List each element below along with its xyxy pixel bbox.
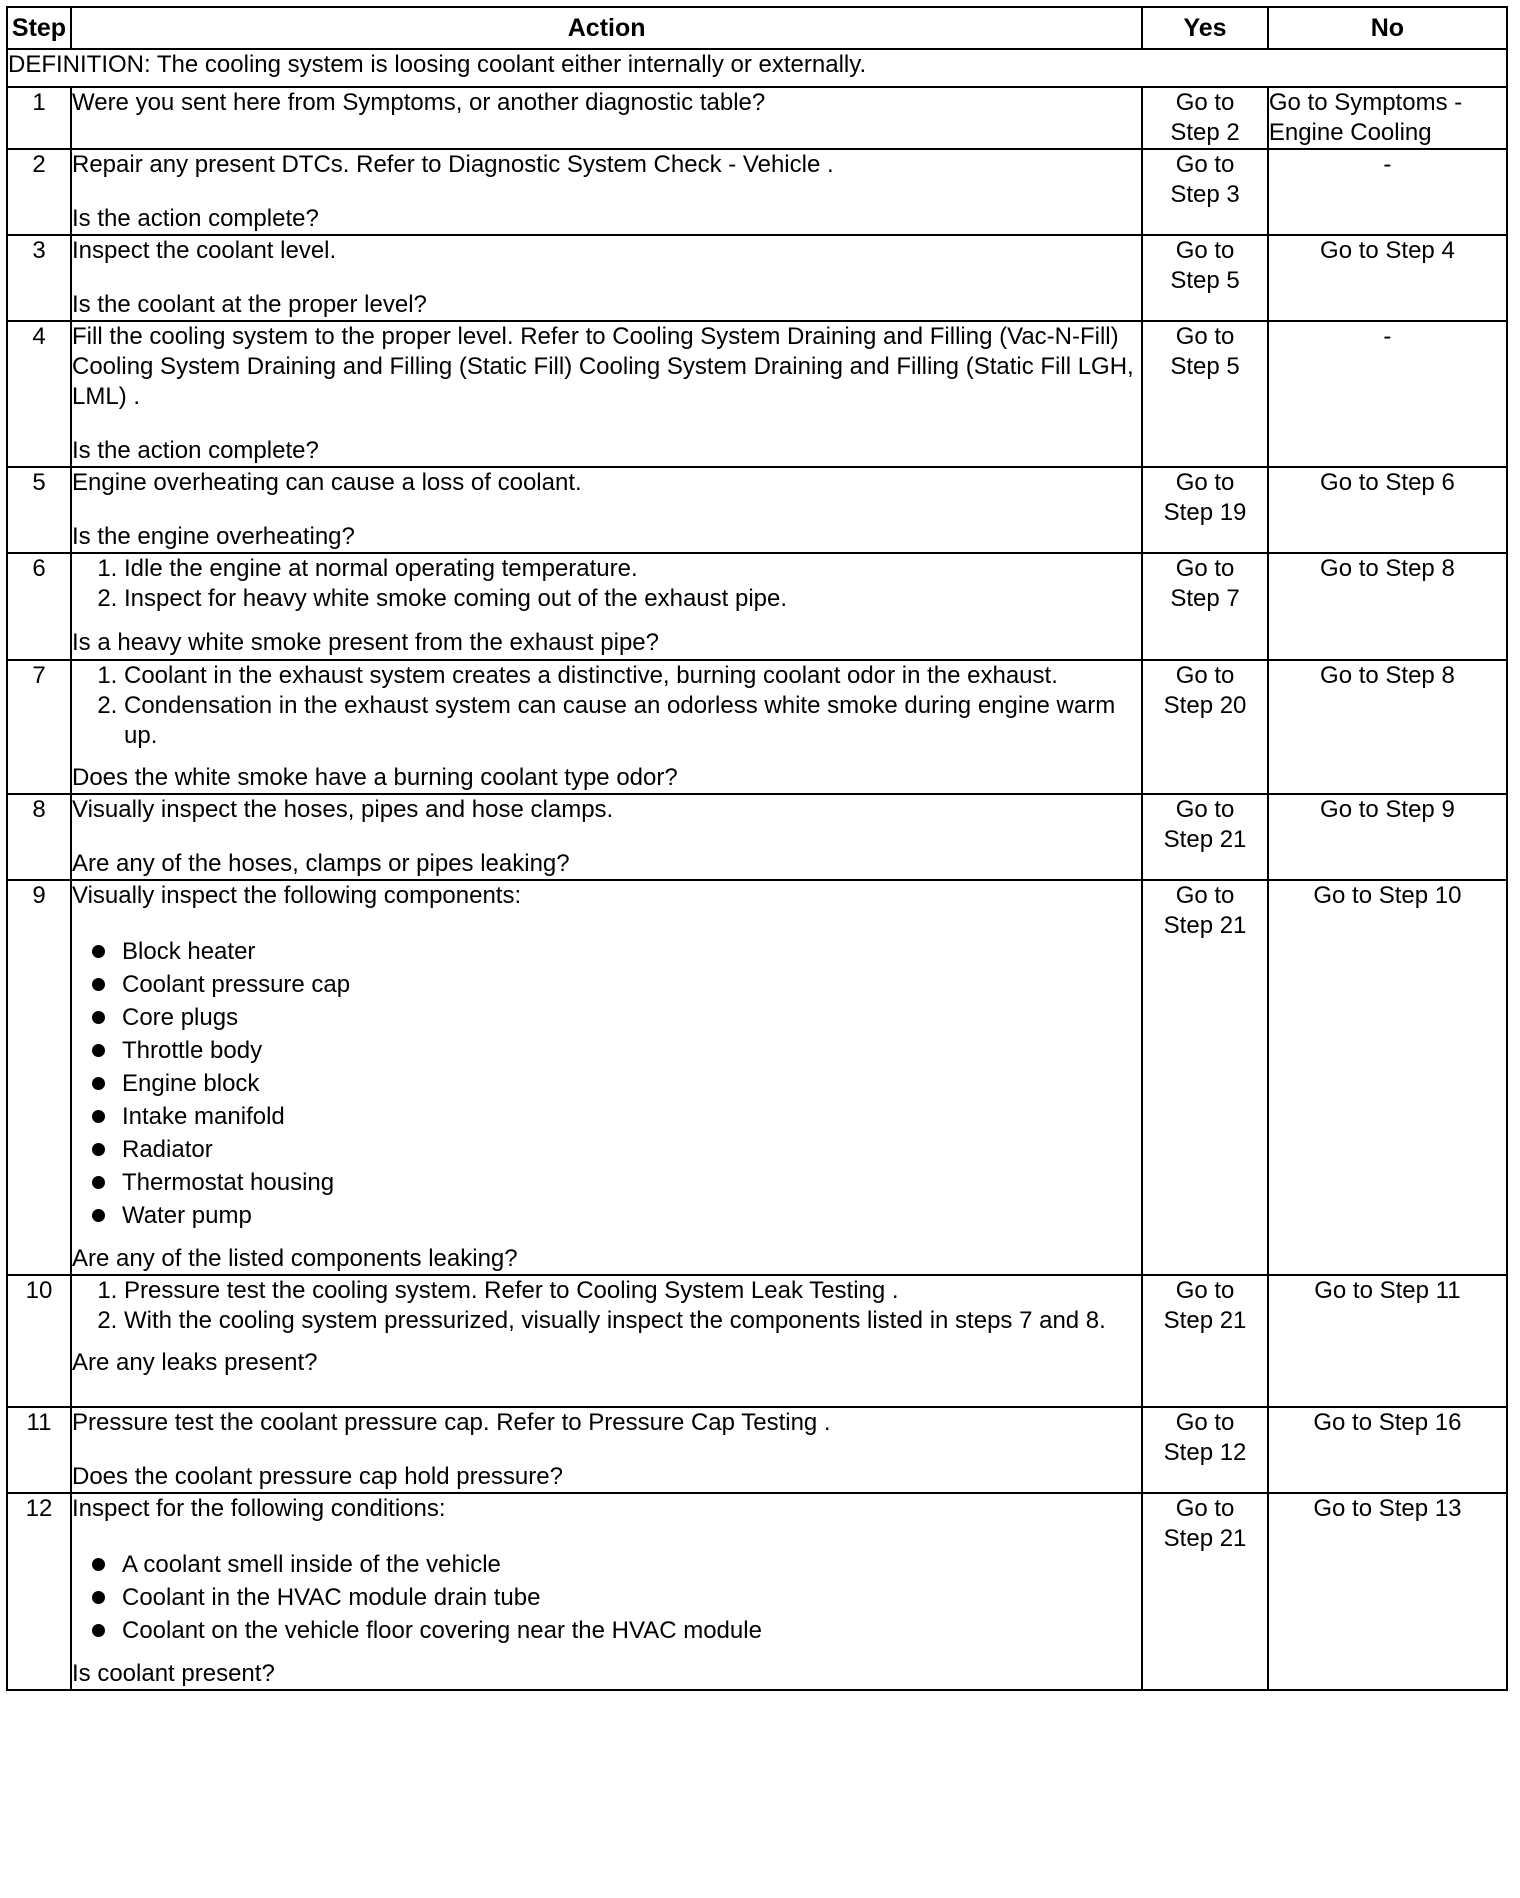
yes-result-line: Step 3 bbox=[1170, 181, 1240, 208]
no-result-line: Engine Cooling bbox=[1268, 119, 1432, 146]
action-question: Is the action complete? bbox=[72, 205, 319, 232]
table-body bbox=[7, 49, 1507, 1690]
step-number: 12 bbox=[7, 1493, 71, 1690]
yes-result bbox=[1142, 794, 1268, 880]
yes-result bbox=[1142, 149, 1268, 235]
bullet-list-item bbox=[72, 1548, 1141, 1581]
yes-result-line: Go to bbox=[1175, 1495, 1235, 1522]
yes-result bbox=[1142, 87, 1268, 149]
action-column-header: Action bbox=[71, 7, 1142, 49]
bullet-list-item bbox=[72, 935, 1141, 968]
action-question: Does the coolant pressure cap hold pressure? bbox=[72, 1463, 563, 1490]
action-cell bbox=[71, 87, 1142, 149]
yes-result-line: Step 5 bbox=[1170, 353, 1240, 380]
bullet-list bbox=[72, 1548, 1141, 1647]
bullet-icon bbox=[92, 978, 105, 991]
bullet-icon bbox=[92, 1044, 105, 1057]
yes-result-line: Step 21 bbox=[1163, 912, 1247, 939]
definition-row bbox=[7, 49, 1507, 87]
numbered-list bbox=[72, 554, 1141, 614]
table-row bbox=[7, 794, 1507, 880]
bullet-text: Engine block bbox=[122, 1070, 260, 1097]
no-column-header: No bbox=[1268, 7, 1507, 49]
numbered-list-item: 2. Condensation in the exhaust system can cause an odorless white smoke during engine warm up. bbox=[124, 691, 1141, 751]
bullet-list-item bbox=[72, 968, 1141, 1001]
yes-column-header: Yes bbox=[1142, 7, 1268, 49]
action-question: Are any leaks present? bbox=[72, 1349, 318, 1376]
action-cell bbox=[71, 794, 1142, 880]
action-question: Is a heavy white smoke present from the exhaust pipe? bbox=[72, 629, 659, 656]
table-row bbox=[7, 235, 1507, 321]
yes-result-line: Step 12 bbox=[1163, 1439, 1247, 1466]
action-text: Pressure test the coolant pressure cap. Refer to Pressure Cap Testing . bbox=[72, 1409, 831, 1436]
bullet-icon bbox=[92, 1591, 105, 1604]
bullet-list-item bbox=[72, 1100, 1141, 1133]
bullet-icon bbox=[92, 1209, 105, 1222]
bullet-list-item bbox=[72, 1133, 1141, 1166]
action-question: Is the coolant at the proper level? bbox=[72, 291, 427, 318]
yes-result-line: Go to bbox=[1175, 469, 1235, 496]
action-text: Visually inspect the following components: bbox=[72, 882, 522, 909]
yes-result-line: Go to bbox=[1175, 237, 1235, 264]
bullet-icon bbox=[92, 1176, 105, 1189]
bullet-text: Core plugs bbox=[122, 1004, 239, 1031]
yes-result bbox=[1142, 467, 1268, 553]
numbered-list-item: 2. With the cooling system pressurized, visually inspect the components listed in steps 7 and 8. bbox=[124, 1306, 1141, 1336]
bullet-text: A coolant smell inside of the vehicle bbox=[122, 1551, 501, 1578]
action-text: Engine overheating can cause a loss of coolant. bbox=[72, 469, 582, 496]
bullet-icon bbox=[92, 1624, 105, 1637]
action-text: Repair any present DTCs. Refer to Diagnostic System Check - Vehicle . bbox=[72, 151, 834, 178]
step-number: 2 bbox=[7, 149, 71, 235]
table-row bbox=[7, 321, 1507, 467]
yes-result-line: Step 21 bbox=[1163, 826, 1247, 853]
table-row bbox=[7, 880, 1507, 1275]
step-number: 3 bbox=[7, 235, 71, 321]
table-row bbox=[7, 553, 1507, 660]
no-result: Go to Step 11 bbox=[1268, 1275, 1507, 1407]
table-row bbox=[7, 87, 1507, 149]
yes-result-line: Go to bbox=[1175, 662, 1235, 689]
step-column-header: Step bbox=[7, 7, 71, 49]
yes-result bbox=[1142, 235, 1268, 321]
yes-result-line: Step 19 bbox=[1163, 499, 1247, 526]
action-cell bbox=[71, 467, 1142, 553]
yes-result-line: Step 5 bbox=[1170, 267, 1240, 294]
bullet-text: Radiator bbox=[122, 1136, 213, 1163]
no-result: Go to Step 10 bbox=[1268, 880, 1507, 1275]
no-result: Go to Step 8 bbox=[1268, 660, 1507, 794]
yes-result-line: Step 21 bbox=[1163, 1307, 1247, 1334]
yes-result-line: Go to bbox=[1175, 796, 1235, 823]
no-result-line: Go to Symptoms - bbox=[1268, 89, 1463, 116]
yes-result-line: Step 2 bbox=[1170, 119, 1240, 146]
no-result: Go to Step 4 bbox=[1268, 235, 1507, 321]
action-question: Is coolant present? bbox=[72, 1660, 275, 1687]
step-number: 9 bbox=[7, 880, 71, 1275]
table-row bbox=[7, 467, 1507, 553]
bullet-icon bbox=[92, 1011, 105, 1024]
bullet-text: Intake manifold bbox=[122, 1103, 285, 1130]
yes-result-line: Step 7 bbox=[1170, 585, 1240, 612]
numbered-list-item: 2. Inspect for heavy white smoke coming out of the exhaust pipe. bbox=[124, 584, 1141, 614]
action-cell bbox=[71, 149, 1142, 235]
yes-result-line: Step 21 bbox=[1163, 1525, 1247, 1552]
yes-result bbox=[1142, 1407, 1268, 1493]
step-number: 6 bbox=[7, 553, 71, 660]
numbered-list-item: 1. Coolant in the exhaust system creates a distinctive, burning coolant odor in the exhaust. bbox=[124, 661, 1141, 691]
yes-result-line: Go to bbox=[1175, 151, 1235, 178]
bullet-text: Throttle body bbox=[122, 1037, 263, 1064]
yes-result-line: Go to bbox=[1175, 89, 1235, 116]
bullet-text: Block heater bbox=[122, 938, 256, 965]
action-text: Inspect the coolant level. bbox=[72, 237, 337, 264]
yes-result bbox=[1142, 553, 1268, 660]
bullet-text: Water pump bbox=[122, 1202, 252, 1229]
bullet-text: Thermostat housing bbox=[122, 1169, 335, 1196]
numbered-list-item: 1. Idle the engine at normal operating temperature. bbox=[124, 554, 1141, 584]
yes-result-line: Go to bbox=[1175, 882, 1235, 909]
step-number: 1 bbox=[7, 87, 71, 149]
action-cell bbox=[71, 235, 1142, 321]
yes-result bbox=[1142, 321, 1268, 467]
action-question: Were you sent here from Symptoms, or another diagnostic table? bbox=[72, 89, 766, 116]
action-question: Does the white smoke have a burning coolant type odor? bbox=[72, 764, 678, 791]
numbered-list bbox=[72, 661, 1141, 751]
header-row bbox=[7, 7, 1507, 49]
no-result: Go to Step 9 bbox=[1268, 794, 1507, 880]
step-number: 10 bbox=[7, 1275, 71, 1407]
yes-result-line: Go to bbox=[1175, 555, 1235, 582]
bullet-text: Coolant pressure cap bbox=[122, 971, 351, 998]
bullet-text: Coolant on the vehicle floor covering near the HVAC module bbox=[122, 1617, 762, 1644]
diagnostic-table bbox=[6, 6, 1508, 1691]
no-result: - bbox=[1268, 149, 1507, 235]
table-row bbox=[7, 149, 1507, 235]
bullet-icon bbox=[92, 945, 105, 958]
bullet-list bbox=[72, 935, 1141, 1232]
definition-text: DEFINITION: The cooling system is loosing coolant either internally or externally. bbox=[7, 49, 1507, 87]
bullet-list-item bbox=[72, 1001, 1141, 1034]
step-number: 8 bbox=[7, 794, 71, 880]
yes-result-line: Go to bbox=[1175, 1409, 1235, 1436]
bullet-list-item bbox=[72, 1067, 1141, 1100]
step-number: 4 bbox=[7, 321, 71, 467]
action-cell bbox=[71, 660, 1142, 794]
yes-result bbox=[1142, 880, 1268, 1275]
table-row bbox=[7, 1407, 1507, 1493]
action-question: Is the engine overheating? bbox=[72, 523, 355, 550]
yes-result bbox=[1142, 660, 1268, 794]
yes-result bbox=[1142, 1275, 1268, 1407]
bullet-list-item bbox=[72, 1034, 1141, 1067]
no-result bbox=[1268, 87, 1507, 149]
yes-result-line: Go to bbox=[1175, 1277, 1235, 1304]
action-cell bbox=[71, 553, 1142, 660]
table-row bbox=[7, 660, 1507, 794]
bullet-list-item bbox=[72, 1581, 1141, 1614]
step-number: 5 bbox=[7, 467, 71, 553]
no-result: Go to Step 13 bbox=[1268, 1493, 1507, 1690]
action-text: Visually inspect the hoses, pipes and hose clamps. bbox=[72, 796, 614, 823]
yes-result bbox=[1142, 1493, 1268, 1690]
bullet-list-item bbox=[72, 1614, 1141, 1647]
no-result: Go to Step 6 bbox=[1268, 467, 1507, 553]
bullet-icon bbox=[92, 1077, 105, 1090]
action-question: Are any of the listed components leaking? bbox=[72, 1245, 518, 1272]
action-text: Fill the cooling system to the proper level. Refer to Cooling System Draining and Filling (Vac-N-Fill) Cooling System Draining and Filling (Static Fill) Cooling System Draining and Filling (Static Fill LGH, LML) . bbox=[72, 323, 1134, 410]
no-result: Go to Step 16 bbox=[1268, 1407, 1507, 1493]
bullet-text: Coolant in the HVAC module drain tube bbox=[122, 1584, 541, 1611]
bullet-icon bbox=[92, 1110, 105, 1123]
action-cell bbox=[71, 321, 1142, 467]
bullet-list-item bbox=[72, 1166, 1141, 1199]
table-row bbox=[7, 1493, 1507, 1690]
bullet-icon bbox=[92, 1558, 105, 1571]
no-result: - bbox=[1268, 321, 1507, 467]
table-row bbox=[7, 1275, 1507, 1407]
action-text: Inspect for the following conditions: bbox=[72, 1495, 446, 1522]
step-number: 7 bbox=[7, 660, 71, 794]
numbered-list bbox=[72, 1276, 1141, 1336]
bullet-list-item bbox=[72, 1199, 1141, 1232]
yes-result-line: Go to bbox=[1175, 323, 1235, 350]
yes-result-line: Step 20 bbox=[1163, 692, 1247, 719]
action-cell bbox=[71, 880, 1142, 1275]
action-cell bbox=[71, 1275, 1142, 1407]
numbered-list-item: 1. Pressure test the cooling system. Refer to Cooling System Leak Testing . bbox=[124, 1276, 1141, 1306]
action-question: Are any of the hoses, clamps or pipes leaking? bbox=[72, 850, 570, 877]
action-cell bbox=[71, 1407, 1142, 1493]
bullet-icon bbox=[92, 1143, 105, 1156]
action-cell bbox=[71, 1493, 1142, 1690]
no-result: Go to Step 8 bbox=[1268, 553, 1507, 660]
action-question: Is the action complete? bbox=[72, 437, 319, 464]
step-number: 11 bbox=[7, 1407, 71, 1493]
